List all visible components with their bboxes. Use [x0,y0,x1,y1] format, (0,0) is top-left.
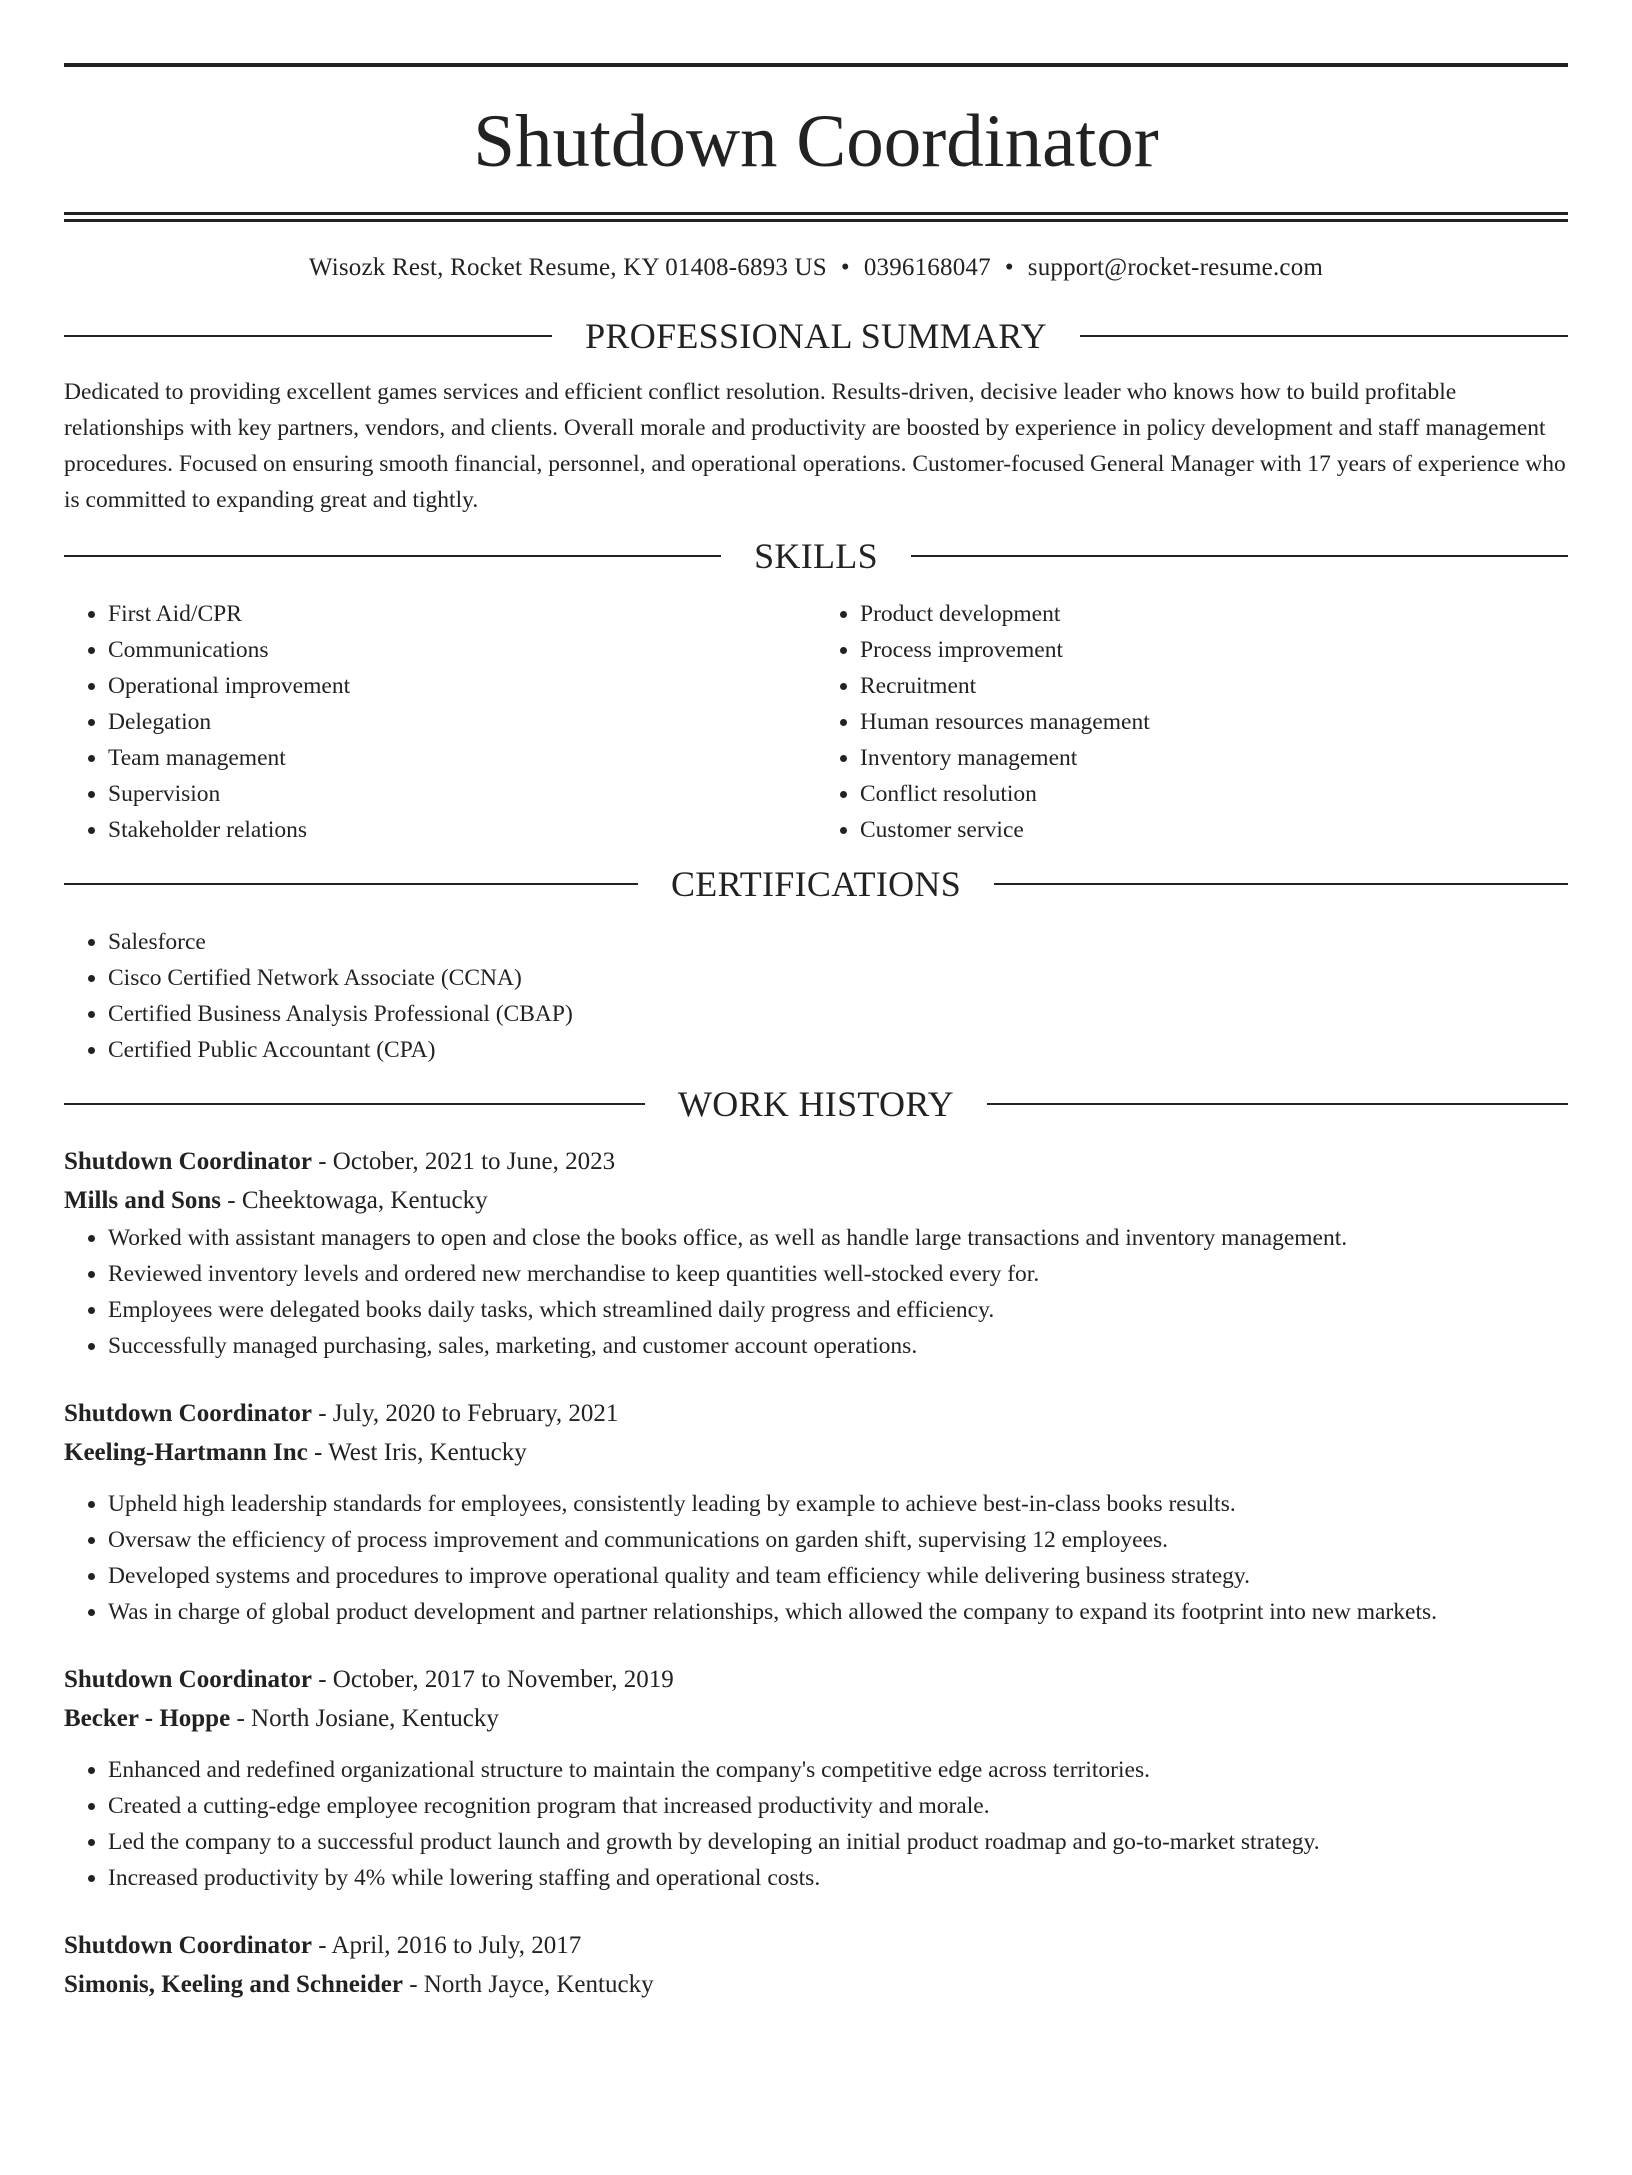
section-heading-skills [64,538,1568,574]
skill-item: • Communications [108,632,816,668]
job-bullets [64,1752,1568,1896]
job-bullet: • Led the company to a successful product launch and growth by developing an initial product roadmap and go-to-market strategy. [108,1824,1568,1860]
job-bullet: • Successfully managed purchasing, sales, marketing, and customer account operations. [108,1328,1568,1364]
job-bullet: • Worked with assistant managers to open and close the books office, as well as handle large transactions and inventory management. [108,1220,1568,1256]
skill-item: • Operational improvement [108,668,816,704]
job-entry [64,1142,1568,1364]
job-dates: - October, 2021 to June, 2023 [311,1148,616,1175]
certification-item: • Cisco Certified Network Associate (CCNA) [108,960,1568,996]
job-entry [64,1926,1568,2004]
certification-item: • Certified Business Analysis Professional (CBAP) [108,996,1568,1032]
job-bullet: • Enhanced and redefined organizational structure to maintain the company's competitive edge across territories. [108,1752,1568,1788]
skill-item: • First Aid/CPR [108,596,816,632]
skill-item: • Recruitment [860,668,1568,704]
skill-item: • Stakeholder relations [108,812,816,848]
job-company-line [64,1965,1568,2004]
section-heading-work-history [64,1086,1568,1122]
job-bullet: • Created a cutting-edge employee recognition program that increased productivity and morale. [108,1788,1568,1824]
job-company: Mills and Sons [64,1187,222,1214]
job-title: Shutdown Coordinator [64,1932,312,1959]
job-company: Keeling-Hartmann Inc [64,1439,308,1466]
certification-item: • Certified Public Accountant (CPA) [108,1032,1568,1068]
job-location: - North Josiane, Kentucky [230,1705,499,1732]
skills-list-left [64,596,816,848]
job-location: - Cheektowaga, Kentucky [221,1187,488,1214]
contact-line [64,255,1568,280]
contact-phone: 0396168047 [863,254,991,281]
job-bullet: • Was in charge of global product development and partner relationships, which allowed the company to expand its footprint into new markets. [108,1594,1568,1630]
certification-item: • Salesforce [108,924,1568,960]
job-title-line [64,1394,1568,1433]
skill-item: • Inventory management [860,740,1568,776]
job-bullet: • Employees were delegated books daily tasks, which streamlined daily progress and efficiency. [108,1292,1568,1328]
job-entry [64,1660,1568,1896]
job-dates: - July, 2020 to February, 2021 [311,1400,619,1427]
job-company-line [64,1181,1568,1220]
skill-item: • Delegation [108,704,816,740]
job-bullet: • Upheld high leadership standards for employees, consistently leading by example to achieve best-in-class books results. [108,1486,1568,1522]
section-heading-summary [64,318,1568,354]
job-company-line [64,1433,1568,1472]
skill-item: • Supervision [108,776,816,812]
certifications-list [64,924,1568,1068]
section-heading-label: CERTIFICATIONS [670,864,962,904]
job-title: Shutdown Coordinator [64,1666,312,1693]
double-rule [64,212,1568,222]
job-entry [64,1394,1568,1630]
skills-columns [64,596,1568,848]
contact-separator: • [840,254,850,281]
job-dates: - October, 2017 to November, 2019 [311,1666,674,1693]
top-rule [64,63,1568,67]
job-title: Shutdown Coordinator [64,1400,312,1427]
skill-item: • Team management [108,740,816,776]
job-bullet: • Increased productivity by 4% while lowering staffing and operational costs. [108,1860,1568,1896]
job-title-line [64,1142,1568,1181]
job-location: - West Iris, Kentucky [307,1439,527,1466]
job-title-line [64,1660,1568,1699]
resume-page [0,63,1632,2175]
page-title: Shutdown Coordinator [473,100,1159,183]
skill-item: • Process improvement [860,632,1568,668]
job-dates: - April, 2016 to July, 2017 [311,1932,582,1959]
job-title-line [64,1926,1568,1965]
section-heading-label: SKILLS [754,536,878,576]
job-bullet: • Developed systems and procedures to improve operational quality and team efficiency while delivering business strategy. [108,1558,1568,1594]
section-heading-label: PROFESSIONAL SUMMARY [585,316,1047,356]
contact-address: Wisozk Rest, Rocket Resume, KY 01408-6893 US [308,254,827,281]
skill-item: • Customer service [860,812,1568,848]
skills-list-right [816,596,1568,848]
job-company: Simonis, Keeling and Schneider [64,1971,403,1998]
job-bullets [64,1486,1568,1630]
job-company-line [64,1699,1568,1738]
section-heading-certifications [64,866,1568,902]
job-company: Becker - Hoppe [64,1705,231,1732]
job-bullet: • Oversaw the efficiency of process improvement and communications on garden shift, supervising 12 employees. [108,1522,1568,1558]
skill-item: • Human resources management [860,704,1568,740]
job-bullet: • Reviewed inventory levels and ordered new merchandise to keep quantities well-stocked every for. [108,1256,1568,1292]
job-title: Shutdown Coordinator [64,1148,312,1175]
job-bullets [64,1220,1568,1364]
contact-email: support@rocket-resume.com [1027,254,1324,281]
job-location: - North Jayce, Kentucky [402,1971,654,1998]
contact-separator: • [1004,254,1014,281]
skill-item: • Conflict resolution [860,776,1568,812]
section-heading-label: WORK HISTORY [678,1084,954,1124]
summary-text: Dedicated to providing excellent games services and efficient conflict resolution. Results-driven, decisive leader who knows how to build profitable relationships with key partners, vendors, and clients. Overall morale and productivity are boosted by experience in policy development and staff management procedures. Focused on ensuring smooth financial, personnel, and operational operations. Customer-focused General Manager with 17 years of experience who is committed to expanding great and tightly. [64,379,1566,513]
skill-item: • Product development [860,596,1568,632]
